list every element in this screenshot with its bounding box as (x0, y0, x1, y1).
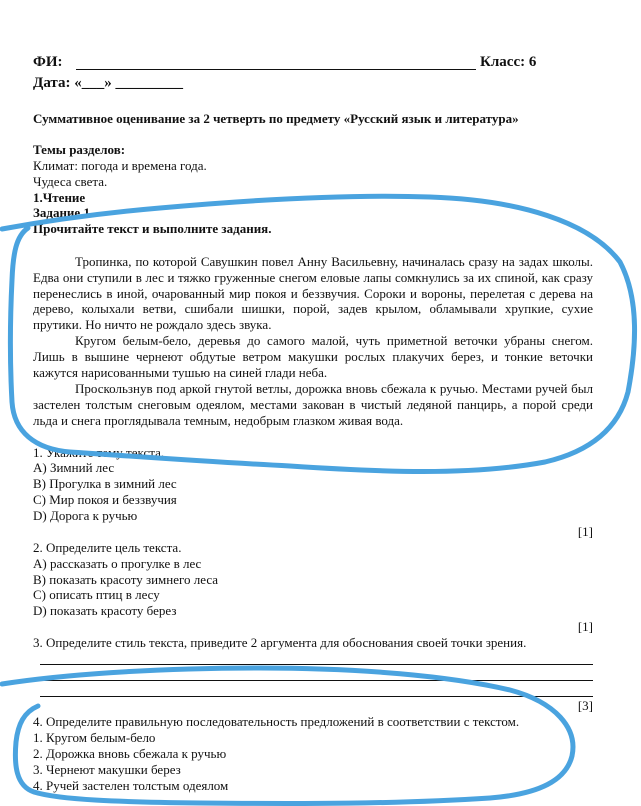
section-reading: 1.Чтение (33, 190, 86, 205)
fi-underline (76, 69, 476, 70)
question-1-option-b: B) Прогулка в зимний лес (33, 476, 177, 491)
topic-item: Чудеса света. (33, 174, 108, 189)
question-2-prompt: 2. Определите цель текста. (33, 540, 182, 555)
answer-line (40, 696, 593, 697)
text-paragraph-2: Кругом белым-бело, деревья до самого малой, чуть приметной веточки убраны снегом. Лишь в вышине чернеют обдутые ветром макушки рослых плакучих берез, и тонкие веточки кажутся нарисованными тушью на синей глади неба. (33, 333, 593, 380)
page-title: Суммативное оценивание за 2 четверть по предмету «Русский язык и литература» (33, 111, 519, 126)
question-1-option-a: A) Зимний лес (33, 460, 115, 475)
question-4-item-3: 3. Чернеют макушки берез (33, 762, 181, 777)
question-1-prompt: 1. Укажите тему текста. (33, 445, 165, 460)
question-1-option-d: D) Дорога к ручью (33, 508, 138, 523)
question-4-item-1: 1. Кругом белым-бело (33, 730, 156, 745)
text-paragraph-1: Тропинка, по которой Савушкин повел Анну Васильевну, начиналась сразу на задах школы. Едва они ступили в лес и тяжко груженные снегом еловые лапы сомкнулись за их спиной, как сразу перенеслись в иной, очарованный мир покоя и беззвучия. Сороки и вороны, перелетая с дерева на дерево, колыхали ветви, сшибали шишки, порой, задев крылом, обламывали хрупкие, сухие прутики. Но ничто не рождало здесь звука. (33, 254, 593, 333)
text-paragraph-3: Проскользнув под аркой гнутой ветлы, дорожка вновь сбежала к ручью. Местами ручей был застелен толстым снеговым одеялом, местами закован в чистый ледяной панцирь, а порой среди льда и снега проглядывала темным, недобрым глазком живая вода. (33, 381, 593, 428)
fi-label: ФИ: (33, 54, 63, 70)
answer-line (40, 664, 593, 665)
question-2-option-a: A) рассказать о прогулке в лес (33, 556, 202, 571)
question-4-item-4: 4. Ручей застелен толстым одеялом (33, 778, 229, 793)
question-4-prompt: 4. Определите правильную последовательность предложений в соответствии с текстом. (33, 714, 520, 729)
question-2-option-d: D) показать красоту берез (33, 603, 177, 618)
answer-line (40, 680, 593, 681)
question-1-mark: [1] (577, 524, 593, 539)
section-task: Задание 1 (33, 205, 90, 220)
question-3-prompt: 3. Определите стиль текста, приведите 2 аргумента для обоснования своей точки зрения. (33, 635, 527, 650)
question-3-mark: [3] (577, 698, 593, 713)
class-label: Класс: 6 (480, 54, 537, 70)
question-2-option-b: B) показать красоту зимнего леса (33, 572, 219, 587)
topics-heading: Темы разделов: (33, 142, 126, 157)
question-2-mark: [1] (577, 619, 593, 634)
topic-item: Климат: погода и времена года. (33, 158, 207, 173)
section-instruction: Прочитайте текст и выполните задания. (33, 221, 272, 236)
date-label: Дата: «___» _________ (33, 75, 183, 91)
question-2-option-c: C) описать птиц в лесу (33, 587, 160, 602)
question-1-option-c: C) Мир покоя и беззвучия (33, 492, 177, 507)
question-4-item-2: 2. Дорожка вновь сбежала к ручью (33, 746, 227, 761)
